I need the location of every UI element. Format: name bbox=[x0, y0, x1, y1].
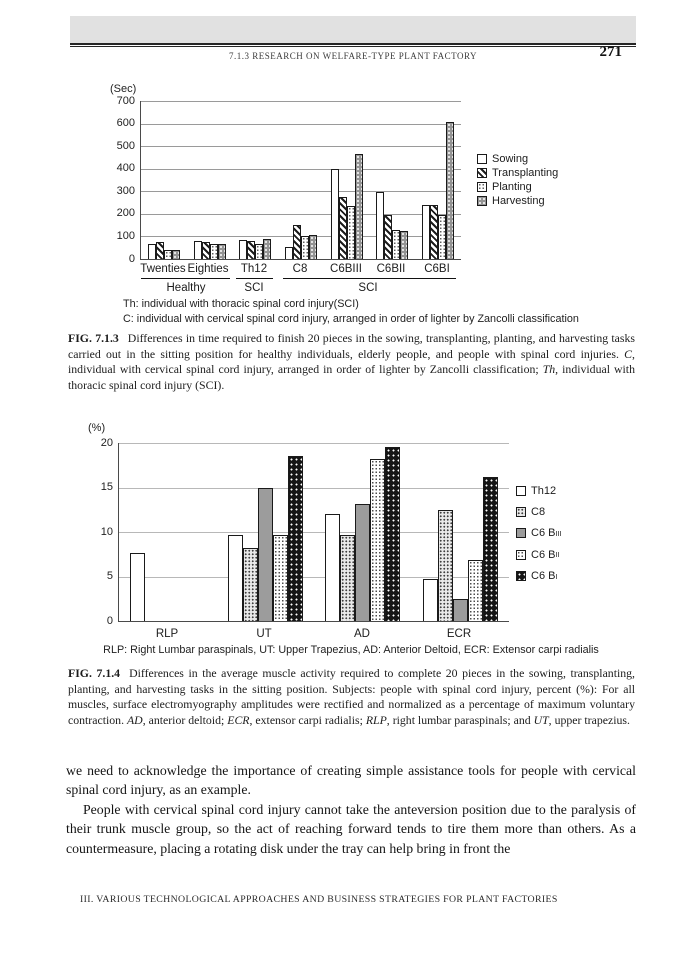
y-axis-tick-label: 0 bbox=[106, 614, 113, 627]
fig713-legend bbox=[477, 152, 558, 208]
x-label-c8: C8 bbox=[292, 263, 308, 275]
bar-Sowing-C6BII bbox=[376, 192, 384, 259]
body-text bbox=[66, 761, 636, 858]
legend-label: C6 B bbox=[531, 527, 556, 540]
caption-text-run: Differences in the average muscle activity required to complete 20 pieces in the sowing, transplanting, planting, and harvesting tasks in the sitting position. Subjects: people with spinal cord injury, percent (%): For all muscles, surface electromyography amplitudes were rectified and normalized as a percentage of maximum voluntary contraction. bbox=[68, 666, 636, 727]
legend-item bbox=[516, 566, 562, 587]
bar-C8-UT bbox=[243, 548, 258, 621]
x-label-th12: Th12 bbox=[240, 263, 268, 275]
y-axis-tick-label: 300 bbox=[116, 184, 135, 197]
gridline bbox=[141, 101, 461, 102]
legend-key-sowing bbox=[477, 154, 487, 164]
y-axis-tick-label: 20 bbox=[100, 436, 113, 449]
legend-superscript: I bbox=[555, 571, 558, 581]
caption-italic-term: Th bbox=[542, 362, 556, 377]
x-label-c6bi: C6BI bbox=[424, 263, 450, 275]
note-c: C: individual with cervical spinal cord injury, arranged in order of lighter by Zancolli classification bbox=[123, 312, 579, 325]
legend-superscript: III bbox=[555, 528, 562, 538]
legend-item bbox=[516, 501, 562, 522]
legend-item bbox=[516, 523, 562, 544]
caption-italic-term: ECR bbox=[227, 712, 250, 727]
legend-key-c8 bbox=[516, 507, 526, 517]
bar-C8-ECR bbox=[438, 510, 453, 621]
bar-Sowing-C6BI bbox=[422, 205, 430, 259]
bar-C8-AD bbox=[340, 535, 355, 621]
y-axis-tick-label: 700 bbox=[116, 94, 135, 107]
bar-Transplanting-C8 bbox=[293, 225, 301, 259]
fig713-axis-notes bbox=[123, 297, 579, 326]
fig713-caption-label: FIG. 7.1.3 bbox=[68, 331, 119, 345]
bar-Transplanting-Eighties bbox=[202, 242, 210, 259]
group-label-healthy: Healthy bbox=[166, 282, 206, 294]
underline-healthy-group bbox=[141, 278, 230, 279]
running-title: 7.1.3 RESEARCH ON WELFARE-TYPE PLANT FACTORY bbox=[229, 51, 477, 61]
bar-Sowing-C8 bbox=[285, 247, 293, 259]
bar-Th12-RLP bbox=[130, 553, 145, 621]
x-label-c6bii: C6BII bbox=[376, 263, 406, 275]
legend-item bbox=[477, 180, 558, 194]
y-axis-tick-label: 100 bbox=[116, 229, 135, 242]
bar-C6-BIII-AD bbox=[355, 504, 370, 621]
bar-Sowing-Eighties bbox=[194, 241, 202, 259]
bar-Harvesting-C6BII bbox=[400, 231, 408, 259]
paragraph: we need to acknowledge the importance of creating simple assistance tools for people with cervical spinal cord injury, as an example. bbox=[66, 763, 636, 798]
group-label-sci-th: SCI bbox=[244, 282, 264, 294]
bar-Transplanting-Th12 bbox=[247, 241, 255, 259]
legend-item bbox=[477, 194, 558, 208]
legend-superscript: II bbox=[555, 550, 560, 560]
x-label-twenties: Twenties bbox=[140, 263, 186, 275]
legend-key-transplanting bbox=[477, 168, 487, 178]
fig714-caption-label: FIG. 7.1.4 bbox=[68, 666, 121, 680]
bar-Harvesting-Eighties bbox=[218, 244, 226, 259]
caption-text-run: , individual with cervical spinal cord injury, arranged in order of lighter by Zancolli classification; bbox=[68, 346, 635, 377]
gridline bbox=[141, 146, 461, 147]
bar-C6-BI-UT bbox=[288, 456, 303, 621]
legend-key-c6bii bbox=[516, 550, 526, 560]
caption-italic-term: C bbox=[624, 346, 633, 361]
legend-key-c6biii bbox=[516, 528, 526, 538]
caption-text-run: , upper trapezius. bbox=[548, 712, 630, 727]
caption-italic-term: RLP bbox=[365, 712, 387, 727]
bar-Transplanting-C6BII bbox=[384, 215, 392, 259]
gridline bbox=[119, 443, 509, 444]
bar-Transplanting-Twenties bbox=[156, 242, 164, 259]
bar-C6-BII-UT bbox=[273, 535, 288, 621]
bar-Planting-C6BII bbox=[392, 230, 400, 259]
gridline bbox=[141, 191, 461, 192]
bar-Transplanting-C6BI bbox=[430, 205, 438, 259]
gridline bbox=[141, 124, 461, 125]
bar-Planting-Eighties bbox=[210, 244, 218, 259]
bar-Transplanting-C6BIII bbox=[339, 197, 347, 259]
fig714-caption-text bbox=[68, 666, 635, 727]
x-label-c6biii: C6BIII bbox=[330, 263, 362, 275]
legend-label: Transplanting bbox=[492, 167, 559, 179]
note-th: Th: individual with thoracic spinal cord injury(SCI) bbox=[123, 298, 359, 310]
caption-italic-term: UT bbox=[533, 712, 549, 727]
y-axis-tick-label: 500 bbox=[116, 139, 135, 152]
x-label-ecr: ECR bbox=[446, 628, 472, 640]
legend-item bbox=[477, 166, 558, 180]
y-axis-tick-label: 0 bbox=[128, 252, 135, 265]
bar-Planting-Th12 bbox=[255, 244, 263, 259]
caption-text-run: Differences in time required to finish 20 pieces in the sowing, transplanting, planting, and harvesting tasks carried out in the sitting position for healthy individuals, elderly people, and people with spinal cord injuries. bbox=[68, 331, 635, 361]
caption-text-run: , extensor carpi radialis; bbox=[249, 712, 366, 727]
x-label-ad: AD bbox=[354, 628, 370, 640]
legend-label: C6 B bbox=[531, 548, 556, 561]
x-label-eighties: Eighties bbox=[187, 263, 229, 275]
x-label-rlp: RLP bbox=[155, 628, 179, 640]
bar-C6-BII-ECR bbox=[468, 560, 483, 621]
y-axis-tick-label: 15 bbox=[100, 481, 113, 493]
fig714-y-unit-label: (%) bbox=[88, 422, 106, 434]
group-label-sci-c: SCI bbox=[358, 282, 378, 294]
caption-text-run: , right lumbar paraspinals; and bbox=[386, 712, 534, 727]
underline-th12-group bbox=[236, 278, 273, 279]
legend-item bbox=[477, 152, 558, 166]
gridline bbox=[141, 214, 461, 215]
y-axis-tick-label: 10 bbox=[100, 525, 113, 538]
bar-Harvesting-C6BIII bbox=[355, 154, 363, 259]
legend-item bbox=[516, 480, 562, 501]
legend-key-planting bbox=[477, 182, 487, 192]
bar-Harvesting-C6BI bbox=[446, 122, 454, 259]
bar-Sowing-C6BIII bbox=[331, 169, 339, 259]
section-footer: III. VARIOUS TECHNOLOGICAL APPROACHES AND BUSINESS STRATEGIES FOR PLANT FACTORIES bbox=[80, 894, 558, 905]
bar-C6-BIII-ECR bbox=[453, 599, 468, 621]
legend-key-th12 bbox=[516, 486, 526, 496]
page-number: 271 bbox=[599, 44, 622, 60]
bar-Th12-ECR bbox=[423, 579, 438, 621]
legend-key-c6bi bbox=[516, 571, 526, 581]
legend-label: Harvesting bbox=[492, 195, 545, 207]
legend-item bbox=[516, 544, 562, 565]
y-axis-tick-label: 400 bbox=[116, 162, 135, 175]
legend-label: Th12 bbox=[531, 484, 557, 497]
underline-cervical-group bbox=[283, 278, 456, 279]
fig713-plot-area bbox=[116, 94, 461, 265]
legend-label: Sowing bbox=[492, 153, 529, 165]
bar-Sowing-Twenties bbox=[148, 244, 156, 259]
y-axis-tick-label: 600 bbox=[116, 117, 135, 130]
bar-C6-BI-AD bbox=[385, 447, 400, 621]
paragraph: People with cervical spinal cord injury cannot take the anteversion position due to the paralysis of their trunk muscle group, so the act of reaching forward tends to tire them more than others. As a countermeasure, placing a rotating disk under the tray can help bring in front the bbox=[66, 801, 636, 856]
legend-key-harvesting bbox=[477, 196, 487, 206]
bar-Planting-Twenties bbox=[164, 250, 172, 259]
legend-label: C8 bbox=[531, 506, 546, 519]
legend-label: C6 B bbox=[531, 570, 556, 583]
fig714-abbreviation-note: RLP: Right Lumbar paraspinals, UT: Upper Trapezius, AD: Anterior Deltoid, ECR: Extensor carpi radialis bbox=[103, 644, 599, 656]
bar-Planting-C6BIII bbox=[347, 206, 355, 259]
legend-label: Planting bbox=[492, 181, 532, 193]
bar-C6-BII-AD bbox=[370, 459, 385, 621]
caption-text-run: , individual with thoracic spinal cord injury (SCI). bbox=[68, 362, 635, 392]
bar-Harvesting-C8 bbox=[309, 235, 317, 259]
header-scan-band bbox=[70, 16, 636, 43]
bar-Sowing-Th12 bbox=[239, 240, 247, 259]
fig714-legend bbox=[516, 480, 562, 587]
bar-Th12-AD bbox=[325, 514, 340, 621]
bar-Planting-C8 bbox=[301, 236, 309, 259]
fig713-caption-text bbox=[68, 331, 635, 392]
bar-Harvesting-Th12 bbox=[263, 239, 271, 259]
fig713-y-unit-label: (Sec) bbox=[110, 83, 137, 95]
fig714-plot-area bbox=[100, 436, 509, 627]
bar-Th12-UT bbox=[228, 535, 243, 621]
y-axis-tick-label: 200 bbox=[116, 207, 135, 220]
fig713-caption bbox=[68, 331, 635, 393]
header-double-rule bbox=[70, 43, 636, 47]
x-label-ut: UT bbox=[256, 628, 272, 640]
bar-C6-BI-ECR bbox=[483, 477, 498, 621]
bar-C6-BIII-UT bbox=[258, 488, 273, 622]
caption-text-run: , anterior deltoid; bbox=[142, 712, 228, 727]
bar-Harvesting-Twenties bbox=[172, 250, 180, 259]
gridline bbox=[141, 169, 461, 170]
bar-Planting-C6BI bbox=[438, 215, 446, 259]
y-axis-tick-label: 5 bbox=[106, 570, 113, 582]
fig714-caption bbox=[68, 666, 635, 728]
gridline bbox=[119, 488, 509, 489]
caption-italic-term: AD bbox=[126, 712, 143, 727]
